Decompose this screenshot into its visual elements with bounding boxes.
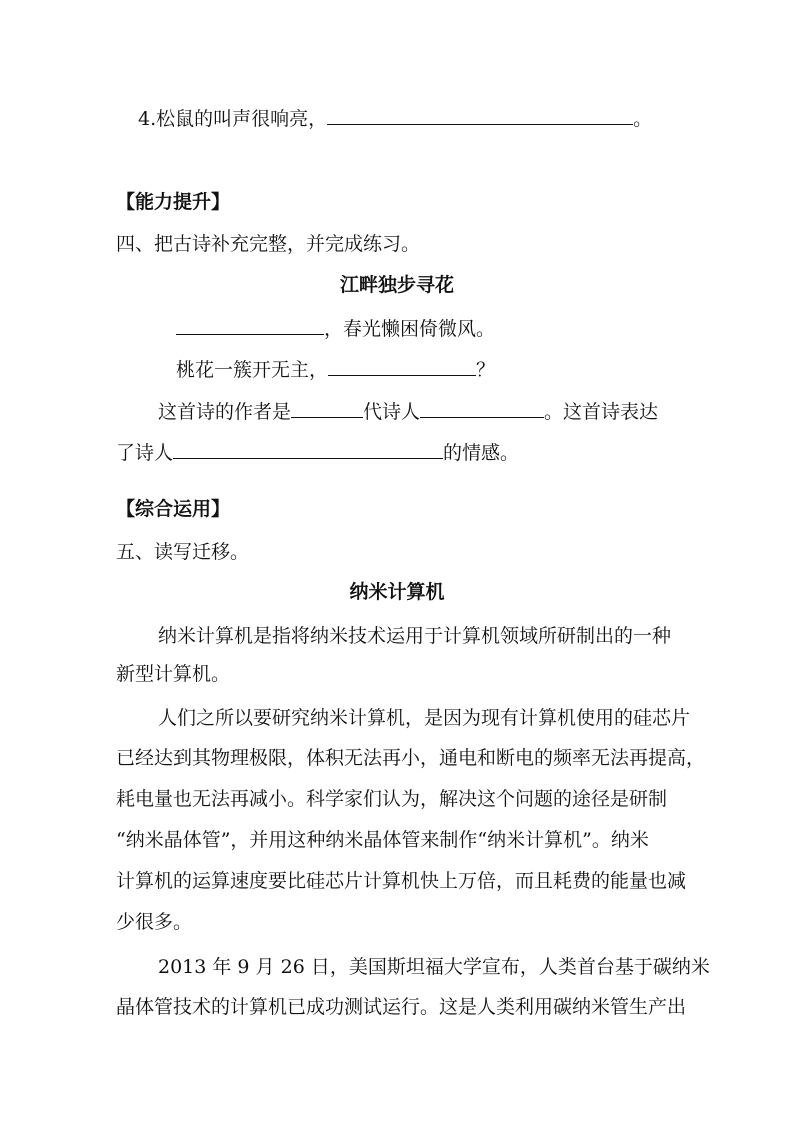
task-4-instruction: 四、把古诗补充完整，并完成练习。	[116, 233, 421, 255]
task-5-instruction: 五、读写迁移。	[116, 541, 250, 563]
question-4	[138, 106, 652, 131]
article-line: 晶体管技术的计算机已成功测试运行。这是人类利用碳纳米管生产出	[116, 996, 687, 1018]
poem-line-1-text: ，春光懒困倚微风。	[324, 318, 496, 340]
article-line: 少很多。	[116, 911, 193, 933]
section-heading-ability: 【能力提升】	[116, 191, 231, 213]
article-line: 人们之所以要研究纳米计算机，是因为现有计算机使用的硅芯片	[158, 707, 691, 729]
article-title: 纳米计算机	[349, 581, 445, 603]
poem-line-1	[176, 316, 495, 341]
poem-question-text: 这首诗的作者是	[158, 401, 292, 423]
section-heading-use: 【综合运用】	[116, 498, 231, 520]
poem-question-line-2	[116, 440, 519, 465]
poem-question-text: 了诗人	[116, 442, 174, 464]
poem-question-text: 。这首诗表达	[544, 401, 659, 423]
article-line: 已经达到其物理极限，体积无法再小，通电和断电的频率无法再提高，	[116, 747, 706, 769]
answer-blank[interactable]	[291, 399, 363, 418]
answer-blank[interactable]	[327, 106, 633, 125]
question-4-end: 。	[633, 108, 653, 130]
poem-question-text: 的情感。	[443, 442, 520, 464]
answer-blank[interactable]	[173, 440, 443, 459]
answer-blank[interactable]	[176, 316, 324, 335]
article-line: 计算机的运算速度要比硅芯片计算机快上万倍，而且耗费的能量也减	[116, 870, 687, 892]
question-4-text: 4.松鼠的叫声很响亮，	[138, 108, 328, 130]
poem-question-line-1	[158, 399, 658, 424]
article-line: “纳米晶体管”，并用这种纳米晶体管来制作“纳米计算机”。纳米	[116, 829, 649, 851]
article-line: 2013 年 9 月 26 日，美国斯坦福大学宣布，人类首台基于碳纳米	[158, 956, 710, 978]
poem-line-2	[176, 357, 495, 382]
poem-title: 江畔独步寻花	[339, 274, 454, 296]
answer-blank[interactable]	[328, 357, 476, 376]
article-line: 新型计算机。	[116, 663, 231, 685]
article-line: 耗电量也无法再减小。科学家们认为，解决这个问题的途径是研制	[116, 788, 668, 810]
poem-question-text: 代诗人	[363, 401, 421, 423]
poem-line-2-text: 桃花一簇开无主，	[176, 359, 329, 381]
article-line: 纳米计算机是指将纳米技术运用于计算机领域所研制出的一种	[158, 625, 672, 647]
poem-line-2-end: ？	[476, 359, 496, 381]
answer-blank[interactable]	[420, 399, 544, 418]
